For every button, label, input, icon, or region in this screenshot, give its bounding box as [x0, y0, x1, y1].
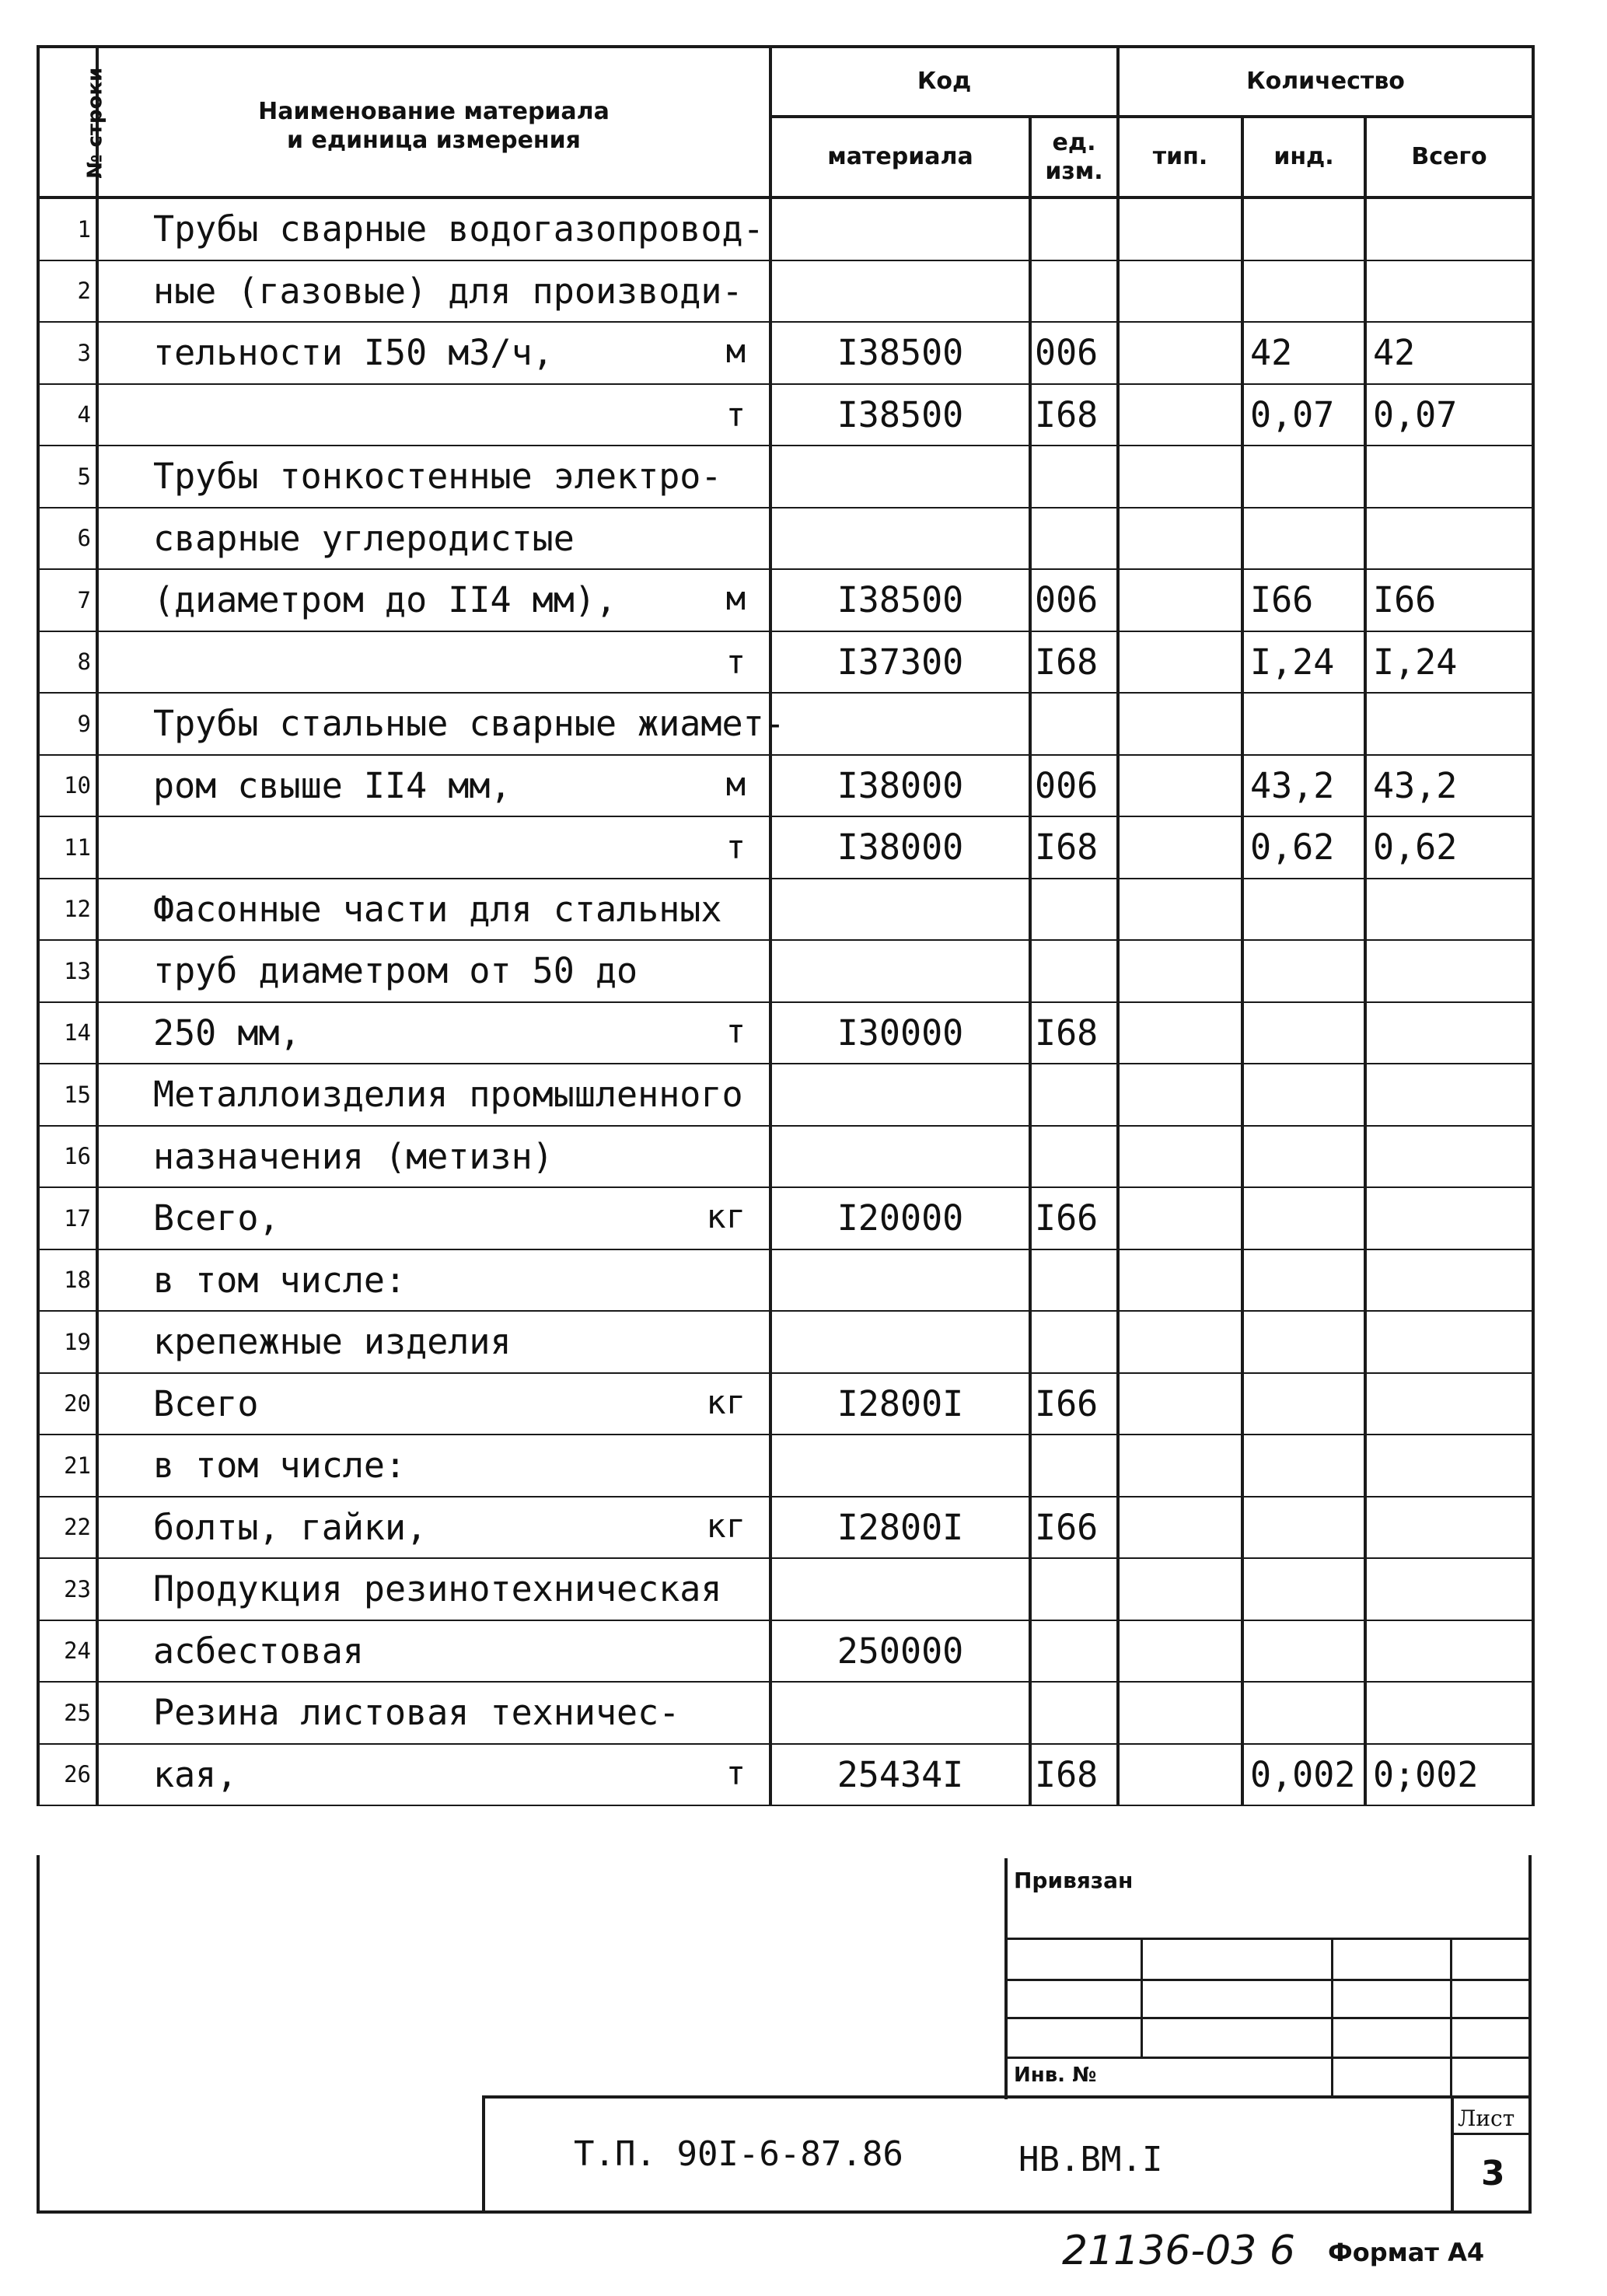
qty-ind: 0,07: [1242, 384, 1365, 446]
qty-ind: I66: [1242, 569, 1365, 631]
code-unit-header: [1030, 117, 1118, 197]
qty-ind: [1242, 1682, 1365, 1744]
qty-ind: I,24: [1242, 631, 1365, 694]
table-row: [38, 197, 1533, 260]
qty-total: [1365, 940, 1533, 1002]
unit-of-measure: кг: [706, 1506, 746, 1545]
qty-ind: [1242, 1558, 1365, 1620]
unit-of-measure: кг: [706, 1382, 746, 1421]
material-code: [770, 197, 1030, 260]
material-code: I38000: [770, 755, 1030, 817]
name-header: [97, 47, 770, 197]
row-number: 6: [38, 508, 97, 570]
quantity-header: Количество: [1118, 47, 1533, 117]
table-row: [38, 1744, 1533, 1806]
bound-label: Привязан: [1014, 1868, 1134, 1893]
unit-code: 006: [1030, 755, 1118, 817]
qty-type: [1118, 197, 1242, 260]
material-code: [770, 1682, 1030, 1744]
unit-code: I68: [1030, 1744, 1118, 1806]
qty-type: [1118, 1682, 1242, 1744]
row-number: 3: [38, 322, 97, 384]
material-name-text: асбестовая: [153, 1630, 364, 1672]
qty-total: [1365, 1620, 1533, 1683]
frame-bottom-border: [37, 2210, 1532, 2214]
qty-ind: [1242, 879, 1365, 941]
material-code: I37300: [770, 631, 1030, 694]
code-material-header: материала: [770, 117, 1030, 197]
unit-code: I68: [1030, 384, 1118, 446]
qty-total: I,24: [1365, 631, 1533, 694]
table-row: [38, 693, 1533, 755]
unit-code: I68: [1030, 631, 1118, 694]
material-name: [97, 1558, 770, 1620]
qty-ind: [1242, 446, 1365, 508]
qty-total: [1365, 446, 1533, 508]
qty-ind: [1242, 1620, 1365, 1683]
qty-total: 0,62: [1365, 816, 1533, 879]
table-row: [38, 1064, 1533, 1126]
unit-code: [1030, 879, 1118, 941]
material-code: [770, 1249, 1030, 1312]
code-unit-label-line2: изм.: [1045, 158, 1103, 185]
material-name: [97, 816, 770, 879]
row-number: 13: [38, 940, 97, 1002]
qty-type: [1118, 1187, 1242, 1249]
qty-total: [1365, 1373, 1533, 1435]
qty-total: [1365, 1682, 1533, 1744]
qty-type: [1118, 1064, 1242, 1126]
material-code: [770, 1311, 1030, 1373]
material-name-text: труб диаметром от 50 до: [153, 950, 638, 992]
material-name: [97, 197, 770, 260]
qty-type: [1118, 693, 1242, 755]
frame-right-border: [1528, 1855, 1532, 2213]
qty-ind: [1242, 197, 1365, 260]
material-name: [97, 1373, 770, 1435]
qty-total: [1365, 1187, 1533, 1249]
stamp-left: [482, 2095, 485, 2212]
material-name-text: в том числе:: [153, 1259, 407, 1301]
bound-col-1: [1141, 1938, 1143, 2059]
unit-code: [1030, 1620, 1118, 1683]
row-number: 21: [38, 1435, 97, 1497]
material-name-text: Трубы стальные сварные жиамет-: [153, 703, 785, 745]
name-label-line1: Наименование материала: [258, 97, 610, 125]
table-row: [38, 508, 1533, 570]
material-name: [97, 1435, 770, 1497]
qty-type: [1118, 322, 1242, 384]
qty-ind-header: инд.: [1242, 117, 1365, 197]
material-name: [97, 384, 770, 446]
row-number: 8: [38, 631, 97, 694]
material-name: [97, 1497, 770, 1559]
material-code: [770, 1126, 1030, 1188]
material-name: [97, 1064, 770, 1126]
qty-type: [1118, 384, 1242, 446]
row-number: 9: [38, 693, 97, 755]
unit-code: 006: [1030, 322, 1118, 384]
table-row: [38, 816, 1533, 879]
qty-total: [1365, 1064, 1533, 1126]
unit-code: I66: [1030, 1187, 1118, 1249]
material-name: [97, 569, 770, 631]
qty-type: [1118, 569, 1242, 631]
material-name-text: кая,: [153, 1753, 238, 1795]
material-name: [97, 1187, 770, 1249]
qty-total: [1365, 693, 1533, 755]
table-row: [38, 1002, 1533, 1064]
unit-of-measure: м: [725, 764, 746, 803]
material-code: 250000: [770, 1620, 1030, 1683]
row-number: 1: [38, 197, 97, 260]
material-code: [770, 1064, 1030, 1126]
unit-code: [1030, 1249, 1118, 1312]
qty-ind: [1242, 1126, 1365, 1188]
unit-of-measure: т: [725, 1012, 746, 1050]
unit-code: [1030, 1311, 1118, 1373]
table-row: [38, 1682, 1533, 1744]
qty-type: [1118, 1311, 1242, 1373]
material-name-text: тельности I50 м3/ч,: [153, 332, 554, 374]
qty-total: 0;002: [1365, 1744, 1533, 1806]
doc-mark: НВ.ВМ.I: [1018, 2140, 1163, 2179]
material-name: [97, 260, 770, 323]
qty-total: [1365, 197, 1533, 260]
material-code: I38500: [770, 569, 1030, 631]
material-name-text: в том числе:: [153, 1445, 407, 1487]
bound-col-3: [1450, 1938, 1452, 2098]
qty-type: [1118, 508, 1242, 570]
material-name-text: Всего: [153, 1382, 259, 1424]
unit-code: [1030, 260, 1118, 323]
qty-ind: [1242, 1187, 1365, 1249]
table-row: [38, 1249, 1533, 1312]
material-code: [770, 1558, 1030, 1620]
qty-type: [1118, 1558, 1242, 1620]
table-row: [38, 384, 1533, 446]
unit-code: [1030, 1064, 1118, 1126]
row-number: 18: [38, 1249, 97, 1312]
row-number: 17: [38, 1187, 97, 1249]
material-name: [97, 1620, 770, 1683]
unit-of-measure: кг: [706, 1197, 746, 1236]
unit-code: [1030, 1682, 1118, 1744]
sheet-box-left: [1451, 2098, 1454, 2213]
unit-code: [1030, 197, 1118, 260]
unit-code: [1030, 446, 1118, 508]
sheet-label: Лист: [1458, 2106, 1515, 2131]
table-row: [38, 879, 1533, 941]
table-row: [38, 1620, 1533, 1683]
table-row: [38, 1435, 1533, 1497]
table-row: [38, 446, 1533, 508]
inv-label: Инв. №: [1014, 2064, 1097, 2087]
table-row: [38, 1558, 1533, 1620]
row-number: 12: [38, 879, 97, 941]
table-row: [38, 940, 1533, 1002]
row-number: 26: [38, 1744, 97, 1806]
code-unit-label-line1: ед.: [1052, 128, 1096, 156]
material-name-text: крепежные изделия: [153, 1321, 512, 1363]
unit-code: [1030, 1126, 1118, 1188]
qty-type: [1118, 755, 1242, 817]
frame-left-border: [37, 1855, 40, 2213]
row-number: 22: [38, 1497, 97, 1559]
material-name: [97, 1126, 770, 1188]
row-number: 7: [38, 569, 97, 631]
unit-code: I66: [1030, 1497, 1118, 1559]
unit-code: I68: [1030, 816, 1118, 879]
table-row: [38, 260, 1533, 323]
qty-ind: 0,002: [1242, 1744, 1365, 1806]
table-row: [38, 569, 1533, 631]
qty-ind: [1242, 693, 1365, 755]
unit-of-measure: т: [725, 642, 746, 681]
qty-ind: [1242, 1002, 1365, 1064]
qty-type: [1118, 1002, 1242, 1064]
table-row: [38, 1373, 1533, 1435]
doc-code: Т.П. 90I-6-87.86: [574, 2134, 903, 2174]
qty-total: 43,2: [1365, 755, 1533, 817]
material-name-text: ром свыше II4 мм,: [153, 764, 512, 806]
table-row: [38, 322, 1533, 384]
qty-ind: [1242, 1249, 1365, 1312]
material-name-text: 250 мм,: [153, 1012, 301, 1054]
qty-type: [1118, 1497, 1242, 1559]
material-name: [97, 1311, 770, 1373]
material-name: [97, 322, 770, 384]
qty-total: [1365, 1249, 1533, 1312]
material-code: [770, 446, 1030, 508]
material-code: [770, 693, 1030, 755]
material-code: 25434I: [770, 1744, 1030, 1806]
qty-type: [1118, 1373, 1242, 1435]
unit-code: [1030, 1435, 1118, 1497]
material-name: [97, 755, 770, 817]
material-name-text: Металлоизделия промышленного: [153, 1074, 743, 1116]
unit-code: 006: [1030, 569, 1118, 631]
sheet-number: 3: [1481, 2154, 1505, 2193]
qty-total: [1365, 260, 1533, 323]
unit-code: [1030, 693, 1118, 755]
row-number-label: № строки: [83, 67, 107, 180]
material-name-text: (диаметром до II4 мм),: [153, 579, 617, 621]
table-row: [38, 755, 1533, 817]
qty-total-header: Всего: [1365, 117, 1533, 197]
unit-code: I68: [1030, 1002, 1118, 1064]
material-name-text: Трубы сварные водогазопровод-: [153, 208, 764, 250]
name-label-line2: и единица измерения: [287, 127, 581, 154]
material-code: I20000: [770, 1187, 1030, 1249]
table-row: [38, 1497, 1533, 1559]
material-code: I38500: [770, 322, 1030, 384]
bound-col-2: [1331, 1938, 1333, 2098]
material-code: I2800I: [770, 1373, 1030, 1435]
row-number: 4: [38, 384, 97, 446]
table-header: [38, 47, 1533, 197]
handwritten-number: 21136-03 6: [1062, 2228, 1295, 2274]
qty-total: [1365, 508, 1533, 570]
material-name: [97, 693, 785, 755]
row-number: 5: [38, 446, 97, 508]
stamp-top: [482, 2095, 1530, 2099]
unit-of-measure: т: [725, 828, 746, 867]
material-name: [97, 446, 770, 508]
material-name: [97, 1249, 770, 1312]
material-name-text: назначения (метизн): [153, 1135, 554, 1177]
qty-ind: [1242, 1064, 1365, 1126]
qty-total: [1365, 1435, 1533, 1497]
material-code: I38500: [770, 384, 1030, 446]
material-name: [97, 879, 770, 941]
qty-type: [1118, 1435, 1242, 1497]
row-number: 2: [38, 260, 97, 323]
unit-of-measure: т: [725, 395, 746, 434]
qty-ind: [1242, 508, 1365, 570]
qty-total: I66: [1365, 569, 1533, 631]
format-label: Формат А4: [1328, 2238, 1485, 2267]
sheet-box-divider: [1451, 2133, 1530, 2135]
material-name: [97, 1744, 770, 1806]
qty-type: [1118, 260, 1242, 323]
qty-type: [1118, 631, 1242, 694]
row-number: 14: [38, 1002, 97, 1064]
material-code: [770, 508, 1030, 570]
table-body: [38, 197, 1533, 1805]
material-name-text: болты, гайки,: [153, 1506, 428, 1548]
qty-ind: 0,62: [1242, 816, 1365, 879]
qty-total: 0,07: [1365, 384, 1533, 446]
material-code: [770, 1435, 1030, 1497]
unit-of-measure: т: [725, 1753, 746, 1792]
qty-ind: [1242, 1435, 1365, 1497]
qty-ind: 42: [1242, 322, 1365, 384]
row-number: 11: [38, 816, 97, 879]
unit-of-measure: м: [725, 332, 746, 371]
material-name: [97, 1682, 770, 1744]
row-number: 25: [38, 1682, 97, 1744]
material-name-text: Всего,: [153, 1197, 280, 1239]
qty-total: [1365, 1558, 1533, 1620]
qty-type: [1118, 1249, 1242, 1312]
qty-type: [1118, 1620, 1242, 1683]
qty-type: [1118, 879, 1242, 941]
material-code: I38000: [770, 816, 1030, 879]
table-row: [38, 631, 1533, 694]
qty-ind: [1242, 1497, 1365, 1559]
qty-type: [1118, 446, 1242, 508]
qty-total: [1365, 1126, 1533, 1188]
qty-type: [1118, 940, 1242, 1002]
qty-ind: 43,2: [1242, 755, 1365, 817]
material-code: I2800I: [770, 1497, 1030, 1559]
materials-table: [37, 45, 1535, 1806]
material-name-text: Трубы тонкостенные электро-: [153, 456, 722, 498]
unit-code: [1030, 508, 1118, 570]
code-header: Код: [770, 47, 1118, 117]
unit-code: [1030, 940, 1118, 1002]
qty-total: [1365, 1497, 1533, 1559]
row-number-header: [38, 47, 107, 197]
unit-of-measure: м: [725, 579, 746, 618]
qty-total: 42: [1365, 322, 1533, 384]
material-name-text: сварные углеродистые: [153, 517, 575, 559]
qty-ind: [1242, 1373, 1365, 1435]
material-name: [97, 631, 770, 694]
material-name: [97, 1002, 770, 1064]
qty-ind: [1242, 1311, 1365, 1373]
qty-ind: [1242, 940, 1365, 1002]
row-number: 20: [38, 1373, 97, 1435]
material-code: [770, 940, 1030, 1002]
row-number: 24: [38, 1620, 97, 1683]
table-row: [38, 1187, 1533, 1249]
material-code: [770, 879, 1030, 941]
unit-code: I66: [1030, 1373, 1118, 1435]
qty-type: [1118, 1744, 1242, 1806]
row-number: 15: [38, 1064, 97, 1126]
row-number: 10: [38, 755, 97, 817]
material-name: [97, 508, 770, 570]
material-code: [770, 260, 1030, 323]
row-number: 19: [38, 1311, 97, 1373]
material-name-text: Продукция резинотехническая: [153, 1568, 722, 1610]
material-name-text: Резина листовая техничес-: [153, 1692, 680, 1734]
material-name-text: Фасонные части для стальных: [153, 888, 722, 930]
material-code: I30000: [770, 1002, 1030, 1064]
qty-type: [1118, 1126, 1242, 1188]
material-name: [97, 940, 770, 1002]
row-number: 23: [38, 1558, 97, 1620]
material-name-text: ные (газовые) для производи-: [153, 270, 743, 312]
unit-code: [1030, 1558, 1118, 1620]
table-row: [38, 1126, 1533, 1188]
qty-total: [1365, 879, 1533, 941]
qty-ind: [1242, 260, 1365, 323]
table-row: [38, 1311, 1533, 1373]
qty-type-header: тип.: [1118, 117, 1242, 197]
row-number: 16: [38, 1126, 97, 1188]
qty-total: [1365, 1002, 1533, 1064]
qty-type: [1118, 816, 1242, 879]
qty-total: [1365, 1311, 1533, 1373]
